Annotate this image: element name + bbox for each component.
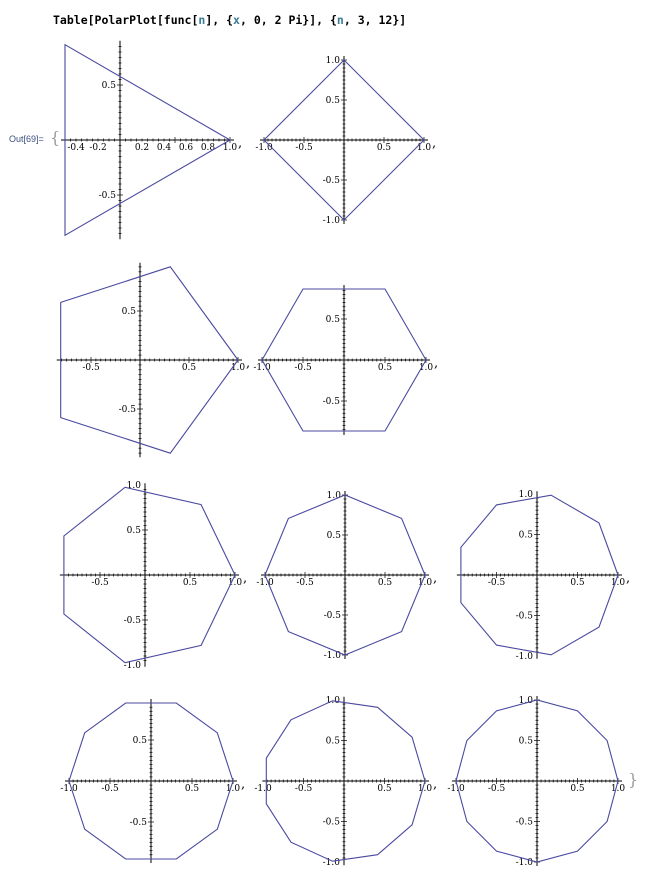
x-tick-label: 1.0: [610, 578, 626, 588]
x-tick-label: -0.2: [89, 143, 107, 153]
list-separator: ,: [241, 777, 246, 792]
x-tick-label: 0.6: [178, 143, 194, 153]
x-tick-label: -0.5: [295, 143, 313, 153]
y-tick-label: -1.0: [323, 651, 341, 661]
y-tick-label: -1.0: [322, 216, 340, 226]
polar-plot-n11: [255, 690, 455, 890]
x-tick-label: -0.5: [91, 578, 109, 588]
y-tick-label: 1.0: [325, 56, 340, 66]
list-separator: ,: [626, 571, 631, 586]
y-tick-label: 0.5: [325, 736, 340, 747]
x-tick-label: 0.5: [377, 784, 392, 794]
y-tick-label: -0.5: [322, 397, 340, 407]
x-tick-label: -1.0: [256, 578, 274, 588]
code-var: n: [198, 13, 206, 27]
list-separator: ,: [246, 356, 251, 371]
code-var: x: [233, 13, 240, 27]
y-tick-label: 1.0: [518, 696, 533, 706]
list-separator: ,: [434, 356, 439, 371]
y-tick-label: -0.5: [129, 818, 147, 828]
x-tick-label: 0.5: [377, 363, 393, 373]
y-tick-label: 1.0: [518, 490, 533, 500]
x-tick-label: -1.0: [253, 363, 271, 373]
list-separator: ,: [243, 571, 248, 586]
y-tick-label: 0.5: [101, 81, 116, 91]
x-tick-label: 1.0: [225, 784, 241, 794]
y-tick-label: 0.5: [121, 307, 136, 317]
y-tick-label: 0.5: [325, 315, 340, 325]
y-tick-label: -0.5: [515, 611, 533, 622]
y-tick-label: -0.5: [118, 405, 136, 415]
list-separator: ,: [433, 571, 438, 586]
code-part: , 0, 2 Pi}], {: [239, 13, 337, 27]
polar-plot-n3: [55, 30, 255, 230]
x-tick-label: 0.2: [134, 143, 150, 153]
x-tick-label: -1.0: [60, 784, 78, 794]
y-tick-label: -0.5: [98, 191, 116, 201]
polar-plot-n12: [445, 690, 645, 890]
input-cell[interactable]: [53, 13, 406, 27]
y-tick-label: 0.5: [518, 530, 533, 541]
y-tick-label: -0.5: [123, 616, 141, 626]
y-tick-label: -1.0: [515, 858, 533, 868]
polar-plot-n6: [255, 280, 455, 480]
x-tick-label: -1.0: [254, 784, 272, 794]
x-tick-label: -0.5: [294, 784, 313, 794]
y-tick-label: -0.5: [323, 611, 341, 621]
x-tick-label: 1.0: [416, 143, 432, 153]
output-label: Out[69]=: [9, 134, 44, 144]
x-tick-label: 0.5: [184, 784, 200, 794]
y-tick-label: 1.0: [326, 491, 341, 501]
x-tick-label: -1.0: [447, 784, 465, 794]
y-tick-label: 0.5: [132, 736, 147, 746]
x-tick-label: 0.5: [377, 578, 393, 588]
x-tick-label: 1.0: [230, 363, 246, 373]
x-tick-label: 0.5: [182, 578, 198, 588]
code-part: , 3, 12}]: [343, 13, 407, 27]
x-tick-label: -0.5: [487, 784, 506, 794]
y-tick-label: 0.5: [326, 531, 341, 541]
list-separator: ,: [238, 136, 243, 151]
y-tick-label: -1.0: [322, 858, 340, 868]
open-brace: {: [50, 128, 61, 147]
x-tick-label: 1.0: [418, 363, 434, 373]
y-tick-label: 0.5: [126, 526, 141, 536]
x-tick-label: 0.5: [570, 578, 585, 588]
x-tick-label: -0.5: [487, 578, 506, 588]
x-tick-label: -0.5: [294, 363, 312, 373]
y-tick-label: -1.0: [123, 661, 141, 671]
y-tick-label: 0.5: [518, 736, 533, 747]
polar-plot-n5: [55, 265, 255, 465]
y-tick-label: -0.5: [322, 176, 340, 186]
code-part: Table[PolarPlot[func[: [53, 13, 199, 27]
x-tick-label: -0.5: [296, 578, 314, 588]
x-tick-label: 0.8: [200, 143, 216, 153]
y-tick-label: 1.0: [325, 696, 340, 706]
y-tick-label: -1.0: [515, 652, 533, 662]
list-separator: ,: [432, 136, 437, 151]
x-tick-label: -0.5: [101, 784, 119, 794]
x-tick-label: 0.4: [156, 143, 172, 153]
list-separator: ,: [433, 777, 438, 792]
polar-plot-n8: [255, 485, 455, 685]
x-tick-label: 1.0: [222, 143, 238, 153]
x-tick-label: -1.0: [255, 143, 273, 153]
code-var: n: [336, 13, 344, 27]
code-part: ], {: [205, 13, 234, 27]
y-tick-label: 0.5: [325, 96, 340, 106]
close-brace: }: [628, 770, 639, 789]
x-tick-label: 1.0: [417, 578, 433, 588]
x-tick-label: 1.0: [610, 784, 626, 794]
polar-plot-n9: [445, 480, 645, 680]
y-tick-label: 1.0: [126, 481, 141, 491]
x-tick-label: 0.5: [181, 363, 197, 373]
y-tick-label: -0.5: [322, 817, 340, 828]
x-tick-label: 1.0: [417, 784, 433, 794]
polar-plot-n7: [55, 480, 255, 680]
x-tick-label: 0.5: [570, 784, 585, 794]
x-tick-label: 1.0: [227, 578, 243, 588]
polar-plot-n4: [255, 45, 455, 245]
polar-plot-n10: [55, 690, 255, 890]
y-tick-label: -0.5: [515, 817, 533, 828]
x-tick-label: 0.5: [376, 143, 392, 153]
x-tick-label: -0.5: [82, 363, 100, 373]
x-tick-label: -0.4: [67, 143, 85, 153]
